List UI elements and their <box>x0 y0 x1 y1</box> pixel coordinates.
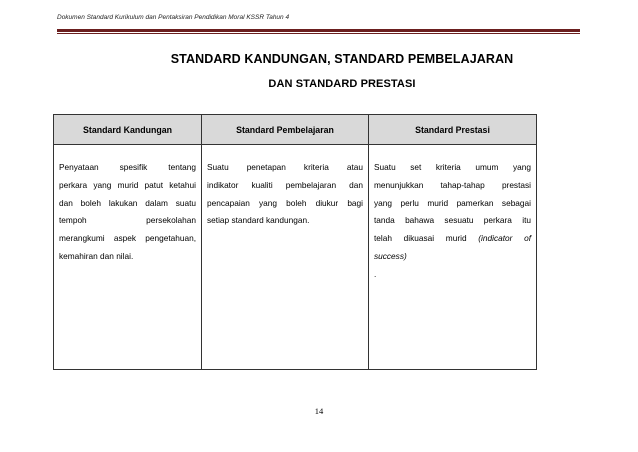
text-line: . <box>374 268 377 279</box>
text-line: merangkumi aspek pengetahuan, <box>59 233 196 244</box>
text-line: yang perlu murid pamerkan sebagai <box>374 197 531 208</box>
text-line: tempoh persekolahan <box>59 215 196 226</box>
cell-standard-kandungan <box>54 145 202 370</box>
text-line: menunjukkan tahap-tahap prestasi <box>374 179 531 190</box>
cell-standard-pembelajaran <box>202 145 369 370</box>
text-line: Penyataan spesifik tentang <box>59 162 196 172</box>
text-line: indikator kualiti pembelajaran dan <box>207 179 363 190</box>
header-rule-thin <box>57 33 580 34</box>
page-title-line2: DAN STANDARD PRESTASI <box>268 78 416 90</box>
text-line: dan boleh lakukan dalam suatu <box>59 197 196 208</box>
text-line: Suatu set kriteria umum yang <box>374 162 531 172</box>
italic-term: (indicator of <box>478 233 531 244</box>
column-header-standard-prestasi: Standard Prestasi <box>369 115 537 145</box>
text-line: setiap standard kandungan. <box>207 215 310 226</box>
standards-table <box>53 114 537 370</box>
text-line: perkara yang murid patut ketahui <box>59 179 196 190</box>
page-number: 14 <box>314 406 324 416</box>
text-line: tanda bahawa sesuatu perkara itu <box>374 215 531 226</box>
text-line: success) <box>374 250 407 261</box>
column-header-standard-pembelajaran: Standard Pembelajaran <box>202 115 369 145</box>
text-line: Suatu penetapan kriteria atau <box>207 162 363 172</box>
table-row <box>54 145 537 370</box>
header-rule-thick <box>57 29 580 32</box>
text-line: telah dikuasai murid (indicator of <box>374 233 531 244</box>
page-title-line1: STANDARD KANDUNGAN, STANDARD PEMBELAJARAN <box>170 52 514 66</box>
column-header-standard-kandungan: Standard Kandungan <box>54 115 202 145</box>
table-header-row <box>54 115 537 145</box>
running-header-text: Dokumen Standard Kurikulum dan Pentaksiran Pendidikan Moral KSSR Tahun 4 <box>57 14 290 21</box>
running-header <box>57 10 580 33</box>
text-line: pencapaian yang boleh diukur bagi <box>207 197 363 208</box>
cell-standard-prestasi <box>369 145 537 370</box>
text-line: kemahiran dan nilai. <box>59 250 134 261</box>
